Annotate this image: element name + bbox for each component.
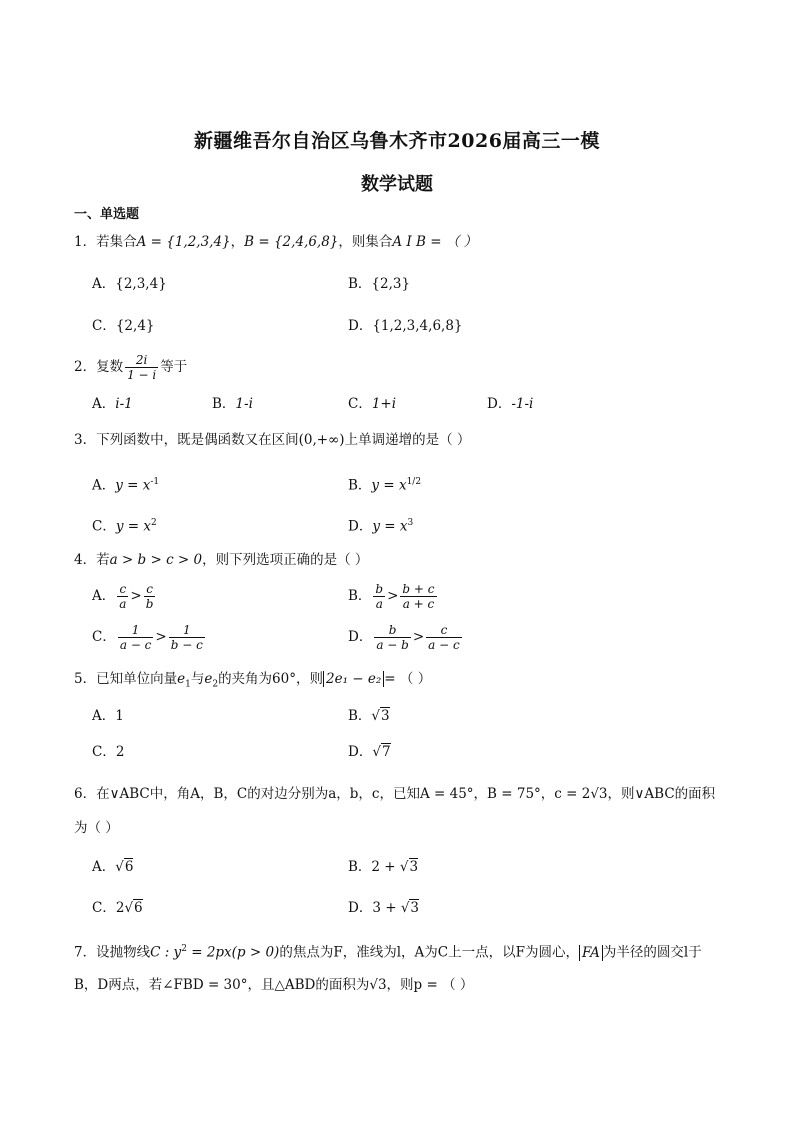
- q2-option-b: B．1-i: [212, 396, 253, 412]
- q4-option-a: A． $\frac{c}{a}$ > $\frac{c}{b}$: [92, 582, 154, 611]
- q5-option-a: A．1: [92, 708, 124, 724]
- question-6-cont: 为（ ）: [74, 820, 119, 836]
- section-heading: 一、单选题: [74, 207, 140, 222]
- q1-option-c: C．{2,4}: [92, 318, 155, 334]
- q4-option-d: D． $\frac{b}{a - b}$ > $\frac{c}{a - c}$: [348, 623, 460, 652]
- q3-option-a: A．$y = x^{-1}$: [92, 477, 160, 494]
- set-b: B = {2,4,6,8}: [244, 234, 339, 250]
- q4-option-b: B． $\frac{b}{a}$ > $\frac{b + c}{a + c}$: [348, 582, 435, 611]
- q3-option-b: B．$y = x^{1/2}$: [348, 477, 422, 494]
- question-1: 1．若集合A = {1,2,3,4}，B = {2,4,6,8}，则集合A I B = （ ）: [74, 234, 478, 250]
- complex-fraction: $\frac{2i}{1 - i}$: [127, 353, 157, 382]
- question-3: 3．下列函数中，既是偶函数又在区间(0,+∞)上单调递增的是（ ）: [74, 432, 471, 448]
- q3-option-c: C．$y = x^2$: [92, 518, 157, 535]
- q3-option-d: D．$y = x^3$: [348, 518, 414, 535]
- question-4: 4．若a > b > c > 0，则下列选项正确的是（ ）: [74, 552, 369, 568]
- q6-option-d: D．3 + √3: [348, 900, 420, 916]
- q1-option-a: A．{2,3,4}: [92, 276, 167, 292]
- vector-magnitude: 2e₁ − e₂: [323, 671, 384, 687]
- q1-option-b: B．{2,3}: [348, 276, 411, 292]
- q2-option-d: D．-1-i: [487, 396, 534, 412]
- q6-option-c: C．2√6: [92, 900, 143, 916]
- question-7: 7．设抛物线C : $y^2 = 2px(p > 0)$的焦点为F，准线为l，A为C上一点，以F为圆心， FA 为半径的圆交l于: [74, 944, 702, 961]
- q5-option-d: D．√7: [348, 744, 391, 760]
- interval: (0,+∞): [298, 432, 345, 448]
- q2-option-c: C．1+i: [348, 396, 397, 412]
- vector-e1: e: [177, 671, 186, 687]
- set-a: A = {1,2,3,4}: [136, 234, 231, 250]
- q5-option-c: C．2: [92, 744, 125, 760]
- q2-option-a: A．i-1: [92, 396, 133, 412]
- q6-option-b: B．2 + √3: [348, 859, 419, 875]
- question-7-cont: B，D两点，若∠FBD = 30°，且△ABD的面积为√3，则p = （ ）: [74, 977, 474, 993]
- q4-option-c: C． $\frac{1}{a - c}$ > $\frac{1}{b - c}$: [92, 623, 203, 652]
- exam-title: 新疆维吾尔自治区乌鲁木齐市2026届高三一模: [194, 130, 600, 152]
- exam-subtitle: 数学试题: [361, 174, 433, 195]
- vector-e2: e: [204, 671, 213, 687]
- question-6: 6．在∨ABC中，角A，B，C的对边分别为a，b，c，已知A = 45°，B = 75°，c = 2√3，则∨ABC的面积: [74, 786, 716, 802]
- q6-option-a: A．√6: [92, 859, 134, 875]
- question-2: 2．复数 $\frac{2i}{1 - i}$ 等于: [74, 353, 188, 382]
- q5-option-b: B．√3: [348, 708, 390, 724]
- set-expr: A I B = （ ）: [392, 234, 478, 250]
- question-5: 5．已知单位向量$e_1$与$e_2$的夹角为60°，则 2e₁ − e₂ = （ ）: [74, 671, 432, 690]
- q1-option-d: D．{1,2,3,4,6,8}: [348, 318, 463, 334]
